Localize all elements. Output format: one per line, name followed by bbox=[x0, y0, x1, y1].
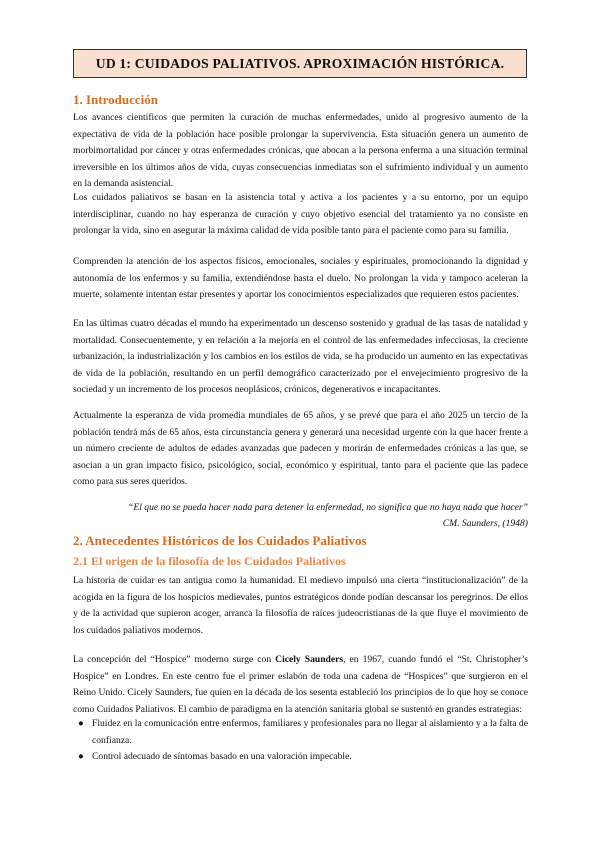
quote-text: “El que no se pueda hacer nada para detener la enfermedad, no significa que no haya nada que hacer” bbox=[128, 502, 528, 513]
bullet-icon: ● bbox=[78, 751, 84, 763]
unit-title: UD 1: CUIDADOS PALIATIVOS. APROXIMACIÓN HISTÓRICA. bbox=[95, 55, 505, 71]
p2-text-before: La concepción del “Hospice” moderno surge con bbox=[73, 654, 276, 665]
p2-text-after: , en 1967, cuando fundó el “St. Christopher’s Hospice” en Londres. En este centro fue el primer eslabón de toda una cadena de “Hospices” que surgieron en el Reino Unido. Cicely Saunders, fue quien en la década de los sesenta estableció los principios de lo que hoy se conoce como Cuidados Paliativos. El cambio de paradigma en la atención sanitaria global se sustentó en grandes estrategias: bbox=[73, 654, 528, 715]
strategies-list bbox=[73, 716, 528, 766]
quote-author: CM. Saunders, (1948) bbox=[442, 517, 528, 529]
intro-paragraph-4: En las últimas cuatro décadas el mundo ha experimentado un descenso sostenido y gradual de las tasas de natalidad y mortalidad. Consecuentemente, y en relación a la mejoría en el control de las enfermedades infecciosas, la creciente urbanización, la industrialización y los cambios en los estilos de vida, se ha producido un aumento en las expectativas de vida de la población, resultando en un perfil demográfico caracterizado por el envejecimiento progresivo de la sociedad y un incremento de los procesos neoplásicos, crónicos, degenerativos e incapacitantes. bbox=[73, 318, 528, 396]
list-item bbox=[73, 716, 528, 749]
intro-paragraph-5: Actualmente la esperanza de vida promedia mundiales de 65 años, y se prevé que para el año 2025 un tercio de la población tendrá más de 65 años, esta circunstancia genera y generará una necesidad urgente con la que hacer frente a un número creciente de adultos de edades avanzadas que padecen y morirán de enfermedades crónicas a las que, se asocian a un gran impacto físico, psicológico, social, económico y espiritual, tanto para el paciente que las padece como para sus seres queridos. bbox=[73, 410, 528, 488]
section-2-heading: 2. Antecedentes Históricos de los Cuidados Paliativos bbox=[73, 533, 367, 548]
history-paragraph-2 bbox=[73, 652, 528, 718]
intro-paragraph-3: Comprenden la atención de los aspectos físicos, emocionales, sociales y espirituales, promocionando la dignidad y autonomía de los enfermos y su familia, extendiéndose hasta el duelo. No prolongan la vida y tampoco aceleran la muerte, solamente intentan estar presentes y aportar los conocimientos especializados que requieren estos pacientes. bbox=[73, 256, 528, 301]
intro-paragraph-2: Los cuidados paliativos se basan en la asistencia total y activa a los pacientes y a su entorno, por un equipo interdisciplinar, cuando no hay esperanza de curación y cuyo objetivo esencial del tratamiento ya no consiste en prolongar la vida, sino en asegurar la máxima calidad de vida posible tanto para el paciente como para su familia. bbox=[73, 192, 528, 237]
intro-paragraph-1: Los avances científicos que permiten la curación de muchas enfermedades, unido al progresivo aumento de la expectativa de vida de la población hace posible prolongar la supervivencia. Esta situación genera un aumento de morbimortalidad por cáncer y otras enfermedades crónicas, que abocan a la persona enferma a una situación terminal irreversible en los últimos años de vida, cuyas consecuencias inmediatas son el sufrimiento individual y un aumento en la demanda asistencial. bbox=[73, 112, 528, 190]
section-1-heading: 1. Introducción bbox=[73, 92, 158, 107]
cicely-saunders-name: Cicely Saunders bbox=[275, 654, 344, 665]
saunders-quote bbox=[68, 500, 528, 531]
list-item bbox=[73, 749, 528, 766]
list-item-text: Control adecuado de síntomas basado en una valoración impecable. bbox=[92, 751, 352, 763]
bullet-icon: ● bbox=[78, 718, 84, 729]
list-item-text: Fluidez en la comunicación entre enfermos, familiares y profesionales para no llegar al aislamiento y a la falta de confianza. bbox=[92, 718, 528, 746]
unit-title-box bbox=[73, 49, 527, 78]
history-paragraph-1: La historia de cuidar es tan antigua como la humanidad. El medievo impulsó una cierta “institucionalización” de la acogida en la figura de los hospicios medievales, puntos estratégicos donde podían descansar los peregrinos. De ellos y de la actividad que supieron acoger, arranca la filosofía de raíces judeocristianas de la que fluye el movimiento de los cuidados paliativos modernos. bbox=[73, 575, 528, 636]
section-2-1-heading: 2.1 El origen de la filosofía de los Cuidados Paliativos bbox=[73, 554, 346, 568]
